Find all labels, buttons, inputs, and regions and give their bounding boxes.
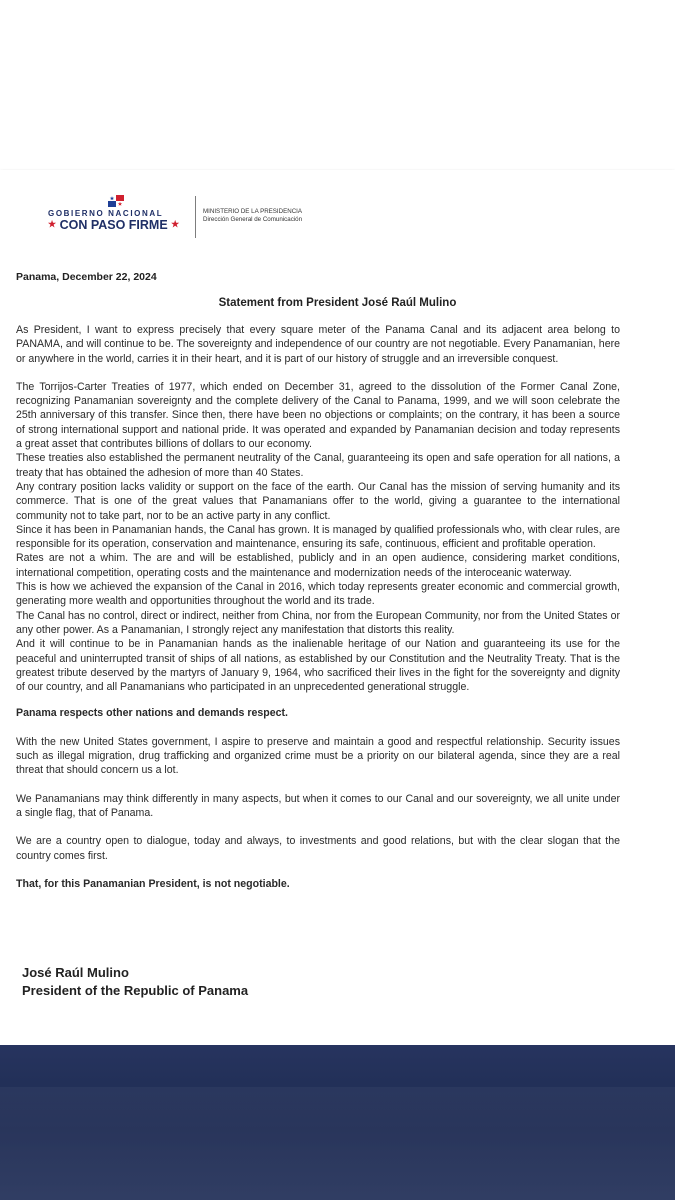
paragraph: The Torrijos-Carter Treaties of 1977, which ended on December 31, agreed to the dissolution of the Former Canal Zone, recognizing Panamanian sovereignty and the complete delivery of the Canal to Panama, 1999, and we will soon celebrate the 25th anniversary of this transfer. Since then, there have been no objections or complaints; on the contrary, it has been a source of strong international support and national pride. It was operated and expanded by Panamanian decision and today represents a great asset that contributes billions of dollars to our economy. xyxy=(16,380,620,451)
slogan-text: CON PASO FIRME xyxy=(59,218,168,232)
paragraph: Since it has been in Panamanian hands, the Canal has grown. It is managed by qualified professionals who, with clear rules, are responsible for its operation, conservation and maintenance, ensuring its safe, continuous, efficient and profitable operation. xyxy=(16,523,620,551)
letterhead-divider xyxy=(195,196,196,238)
paragraph: Rates are not a whim. The are and will be established, publicly and in an open audience, considering market conditions, international competition, operating costs and the maintenance and modernization needs of the interoceanic waterway. xyxy=(16,552,620,579)
statement-title: Statement from President José Raúl Mulino xyxy=(218,297,457,309)
star-left-icon: ★ xyxy=(48,219,57,229)
respect-heading: Panama respects other nations and demands respect. xyxy=(16,707,288,720)
paragraph: We Panamanians may think differently in many aspects, but when it comes to our Canal and our sovereignty, we all unite under a single flag, that of Panama. xyxy=(16,792,620,819)
ministry-department: Dirección General de Comunicación xyxy=(203,215,303,223)
signature-title: President of the Republic of Panama xyxy=(22,983,249,998)
paragraph: We are a country open to dialogue, today and always, to investments and good relations, but with the clear slogan that the country comes first. xyxy=(16,835,620,862)
panama-flag-icon xyxy=(108,195,124,207)
star-right-icon: ★ xyxy=(171,219,180,229)
paragraph: As President, I want to express precisely that every square meter of the Panama Canal and its adjacent area belong to PANAMA, and will continue to be. The sovereignty and independence of our country are not negotiable. Every Panamanian, here or anywhere in the world, carries it in their heart, and it is part of our history of struggle and an irreversible conquest. xyxy=(16,324,620,365)
statement-body xyxy=(16,323,620,891)
paragraph: With the new United States government, I aspire to preserve and maintain a good and respectful relationship. Security issues such as illegal migration, drug trafficking and organized crime must be a priority on our bilateral agenda, since they are a real threat that should concern us a lot. xyxy=(16,735,620,777)
bottom-blue-band xyxy=(0,1045,675,1200)
government-slogan xyxy=(48,218,179,232)
paragraph: The Canal has no control, direct or indirect, neither from China, nor from the European Community, nor from the United States or any other power. As a Panamanian, I strongly reject any manifestation that distorts this reality. xyxy=(16,609,620,636)
bottom-band-shade xyxy=(0,1087,675,1200)
paragraph: And it will continue to be in Panamanian hands as the inalienable heritage of our Nation and guaranteeing its use for the peaceful and uninterrupted transit of ships of all nations, as established by our Constitution and the Neutrality Treaty. That is the greatest tribute deserved by the martyrs of January 9, 1964, who sacrificed their lives in the fight for the sovereignty and dignity of our country, and all Panamanians who participated in an unprecedented generational struggle. xyxy=(16,638,620,694)
paragraph: Any contrary position lacks validity or support on the face of the earth. Our Canal has the mission of serving humanity and its commerce. That is one of the great values that Panamanians offer to the world, giving a guarantee to the international community not to take part, nor to be an active party in any conflict. xyxy=(16,480,620,522)
closing-statement: That, for this Panamanian President, is not negotiable. xyxy=(16,877,290,890)
ministry-name: MINISTERIO DE LA PRESIDENCIA xyxy=(203,208,303,215)
government-name: GOBIERNO NACIONAL xyxy=(48,209,164,218)
paragraph: These treaties also established the permanent neutrality of the Canal, guaranteeing its open and safe operation for all nations, a treaty that has obtained the adhesion of more than 40 States. xyxy=(16,452,620,479)
letterhead xyxy=(48,192,448,242)
statement-date: Panama, December 22, 2024 xyxy=(16,271,157,283)
paragraph: This is how we achieved the expansion of the Canal in 2016, which today represents greater economic and commercial growth, generating more wealth and opportunities throughout the world and its trade. xyxy=(16,581,620,608)
top-blank-area xyxy=(0,0,675,170)
signature-name: José Raúl Mulino xyxy=(22,965,129,980)
signature-block xyxy=(22,964,248,1000)
ministry-block xyxy=(203,208,302,223)
